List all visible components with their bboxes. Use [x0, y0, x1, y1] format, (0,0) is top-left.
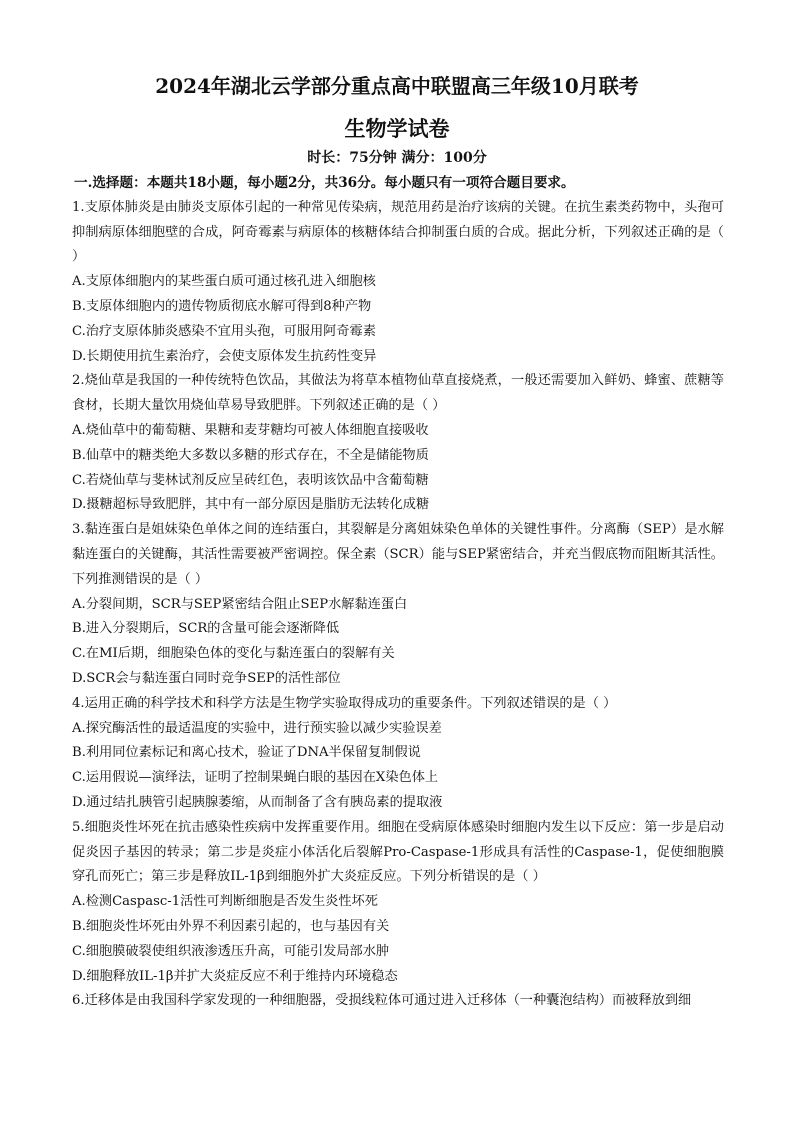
option-a: A.探究酶活性的最适温度的实验中，进行预实验以减少实验误差	[72, 720, 442, 736]
question-6	[72, 989, 724, 1014]
option-c: C.细胞膜破裂使组织液渗透压升高，可能引发局部水肿	[72, 943, 390, 959]
question-4	[72, 692, 724, 816]
exam-content	[72, 171, 724, 1014]
question-5	[72, 816, 724, 990]
option-c: C.在MI后期，细胞染色体的变化与黏连蛋白的裂解有关	[72, 646, 395, 662]
option-c: C.若烧仙草与斐林试剂反应呈砖红色，表明该饮品中含葡萄糖	[72, 472, 429, 488]
question-stem: 6.迁移体是由我国科学家发现的一种细胞器，受损线粒体可通过进入迁移体（一种囊泡结构）而被释放到细	[72, 993, 692, 1009]
question-stem: 2.烧仙草是我国的一种传统特色饮品，其做法为将草本植物仙草直接烧煮，一般还需要加入鲜奶、蜂蜜、蔗糖等食材，长期大量饮用烧仙草易导致肥胖。下列叙述正确的是（ ）	[72, 373, 724, 414]
section-heading: 一.选择题：本题共18小题，每小题2分，共36分。每小题只有一项符合题目要求。	[74, 175, 575, 191]
option-d: D.摄糖超标导致肥胖，其中有一部分原因是脂肪无法转化成糖	[72, 497, 430, 513]
option-c: C.治疗支原体肺炎感染不宜用头孢，可服用阿奇霉素	[72, 323, 376, 339]
question-1	[72, 196, 724, 370]
exam-title: 2024年湖北云学部分重点高中联盟高三年级10月联考	[155, 74, 639, 98]
question-stem: 3.黏连蛋白是姐妹染色单体之间的连结蛋白，其裂解是分离姐妹染色单体的关键性事件。分离酶（SEP）是水解黏连蛋白的关键酶，其活性需要被严密调控。保全素（SCR）能与SEP紧密结合，并充当假底物而阻断其活性。下列推测错误的是（ ）	[72, 522, 724, 587]
option-b: B.细胞炎性坏死由外界不利因素引起的，也与基因有关	[72, 918, 390, 934]
option-a: A.烧仙草中的葡萄糖、果糖和麦芽糖均可被人体细胞直接吸收	[72, 422, 429, 438]
option-b: B.利用同位素标记和离心技术，验证了DNA半保留复制假说	[72, 745, 421, 761]
question-3	[72, 518, 724, 692]
question-2	[72, 369, 724, 518]
option-b: B.仙草中的糖类绝大多数以多糖的形式存在，不全是储能物质	[72, 447, 429, 463]
option-a: A.支原体细胞内的某些蛋白质可通过核孔进入细胞核	[72, 274, 376, 290]
question-stem: 5.细胞炎性坏死在抗击感染性疾病中发挥重要作用。细胞在受病原体感染时细胞内发生以下反应：第一步是启动促炎因子基因的转录；第二步是炎症小体活化后裂解Pro-Caspase-1形成具有活性的Caspase-1，促使细胞膜穿孔而死亡；第三步是释放IL-1β到细胞外扩大炎症反应。下列分析错误的是（ ）	[72, 819, 724, 885]
exam-meta: 时长：75分钟 满分：100分	[307, 150, 487, 166]
option-d: D.长期使用抗生素治疗，会使支原体发生抗药性变异	[72, 348, 377, 364]
option-c: C.运用假说—演绎法，证明了控制果蝇白眼的基因在X染色体上	[72, 770, 439, 786]
option-b: B.进入分裂期后，SCR的含量可能会逐渐降低	[72, 621, 340, 637]
question-stem: 1.支原体肺炎是由肺炎支原体引起的一种常见传染病，规范用药是治疗该病的关键。在抗生素类药物中，头孢可抑制病原体细胞壁的合成，阿奇霉素与病原体的核糖体结合抑制蛋白质的合成。据此分析，下列叙述正确的是（ ）	[72, 199, 724, 265]
option-b: B.支原体细胞内的遗传物质彻底水解可得到8种产物	[72, 298, 372, 314]
option-a: A.检测Caspasc-1活性可判断细胞是否发生炎性坏死	[72, 894, 378, 910]
option-d: D.SCR会与黏连蛋白同时竞争SEP的活性部位	[72, 670, 341, 686]
option-d: D.通过结扎胰管引起胰腺萎缩，从而制备了含有胰岛素的提取液	[72, 794, 443, 810]
option-d: D.细胞释放IL-1β并扩大炎症反应不利于维持内环境稳态	[72, 968, 398, 984]
option-a: A.分裂间期，SCR与SEP紧密结合阻止SEP水解黏连蛋白	[72, 596, 408, 612]
question-stem: 4.运用正确的科学技术和科学方法是生物学实验取得成功的重要条件。下列叙述错误的是（ ）	[72, 695, 617, 711]
subject-title: 生物学试卷	[344, 116, 450, 141]
